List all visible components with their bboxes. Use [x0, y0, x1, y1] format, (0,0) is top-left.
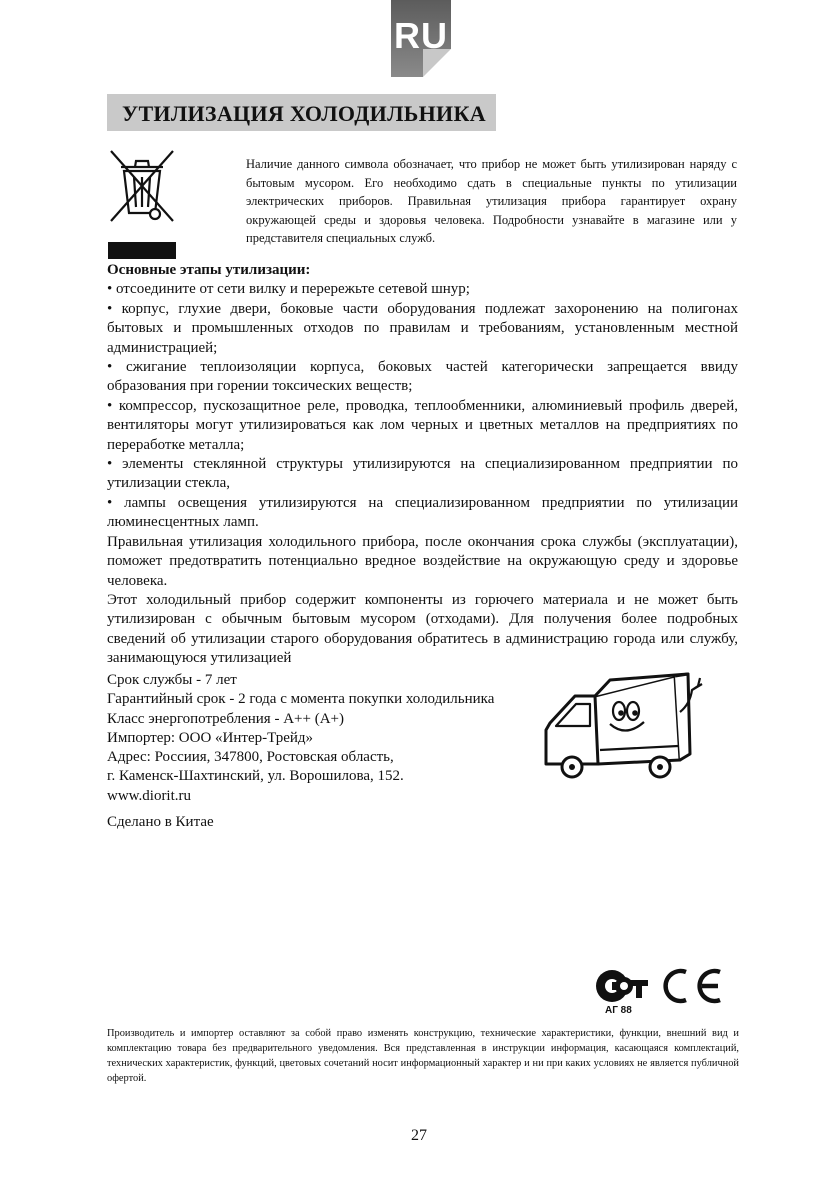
disclaimer: Производитель и импортер оставляют за собой право изменять конструкцию, технические характеристики, функции, внешний вид и комплектацию товара без предварительного уведомления. Вся представленная в инструкции информация, касающаяся комплектаций, технических характеристик, функций, цветовых сочетаний носит информационный характер и ни при каких условиях не является публичной офертой. — [107, 1028, 739, 1084]
page-title: УТИЛИЗАЦИЯ ХОЛОДИЛЬНИКА — [107, 94, 496, 131]
weee-bar — [108, 242, 176, 259]
list-item: • лампы освещения утилизируются на специализированном предприятии по утилизации люминесцентных ламп. — [107, 494, 738, 531]
list-item: • компрессор, пускозащитное реле, проводка, теплообменники, алюминиевый профиль дверей, вентиляторы могут утилизироваться как лом черных и цветных металлов на предприятиях по переработке металла; — [107, 397, 738, 453]
list-item: • отсоедините от сети вилку и перережьте сетевой шнур; — [107, 281, 470, 298]
intro-paragraph: Наличие данного символа обозначает, что прибор не может быть утилизирован наряду с бытовым мусором. Его необходимо сдать в специальные пункты по утилизации электрических приборов. Правильная утилизация прибора гарантирует охрану окружающей среды и здоровья человека. Подробности узнавайте в магазине или у представителя специальных служб. — [246, 157, 737, 246]
website: www.diorit.ru — [107, 787, 192, 804]
made-in: Сделано в Китае — [107, 814, 214, 831]
list-item: • сжигание теплоизоляции корпуса, боковых частей категорически запрещается ввиду образования при горении токсических веществ; — [107, 359, 738, 395]
steps-heading: Основные этапы утилизации: — [107, 262, 311, 278]
importer: Импортер: ООО «Интер-Трейд» — [107, 729, 314, 746]
certification-code: АГ 88 — [605, 1005, 632, 1016]
list-item: • элементы стеклянной структуры утилизируются на специализированном предприятии по утилизации стекла, — [107, 456, 738, 492]
rst-mark-icon — [596, 970, 648, 1002]
product-info — [107, 671, 537, 832]
paragraph-flammable: Этот холодильный прибор содержит компоненты из горючего материала и не может быть утилизирован с обычным бытовым мусором (отходами). Для получения более подробных сведений об утилизации старого оборудования обратитесь в администрацию города или службу, занимающуюся утилизацией — [107, 591, 738, 667]
page-number: 27 — [411, 1127, 427, 1144]
crossed-out-bin-icon — [107, 145, 177, 225]
truck-icon — [540, 668, 715, 783]
language-tab: RU — [391, 0, 451, 77]
paragraph-proper-disposal: Правильная утилизация холодильного прибора, после окончания срока службы (эксплуатации), поможет предотвратить потенциально вредное воздействие на окружающую среду и здоровье человека. — [107, 533, 738, 589]
list-item: • корпус, глухие двери, боковые части оборудования подлежат захоронению на полигонах бытовых и промышленных отходов по правилам и требованиям, установленным местной администрацией; — [107, 300, 738, 356]
warranty: Гарантийный срок - 2 года с момента покупки холодильника — [107, 691, 495, 708]
address-line-1: Адрес: Россиия, 347800, Ростовская область, — [107, 749, 394, 766]
address-line-2: г. Каменск-Шахтинский, ул. Ворошилова, 152. — [107, 768, 404, 785]
ce-mark-icon — [666, 971, 720, 1001]
service-life: Срок службы - 7 лет — [107, 672, 237, 688]
energy-class: Класс энергопотребления - А++ (А+) — [107, 710, 344, 727]
utilization-steps — [107, 261, 738, 669]
